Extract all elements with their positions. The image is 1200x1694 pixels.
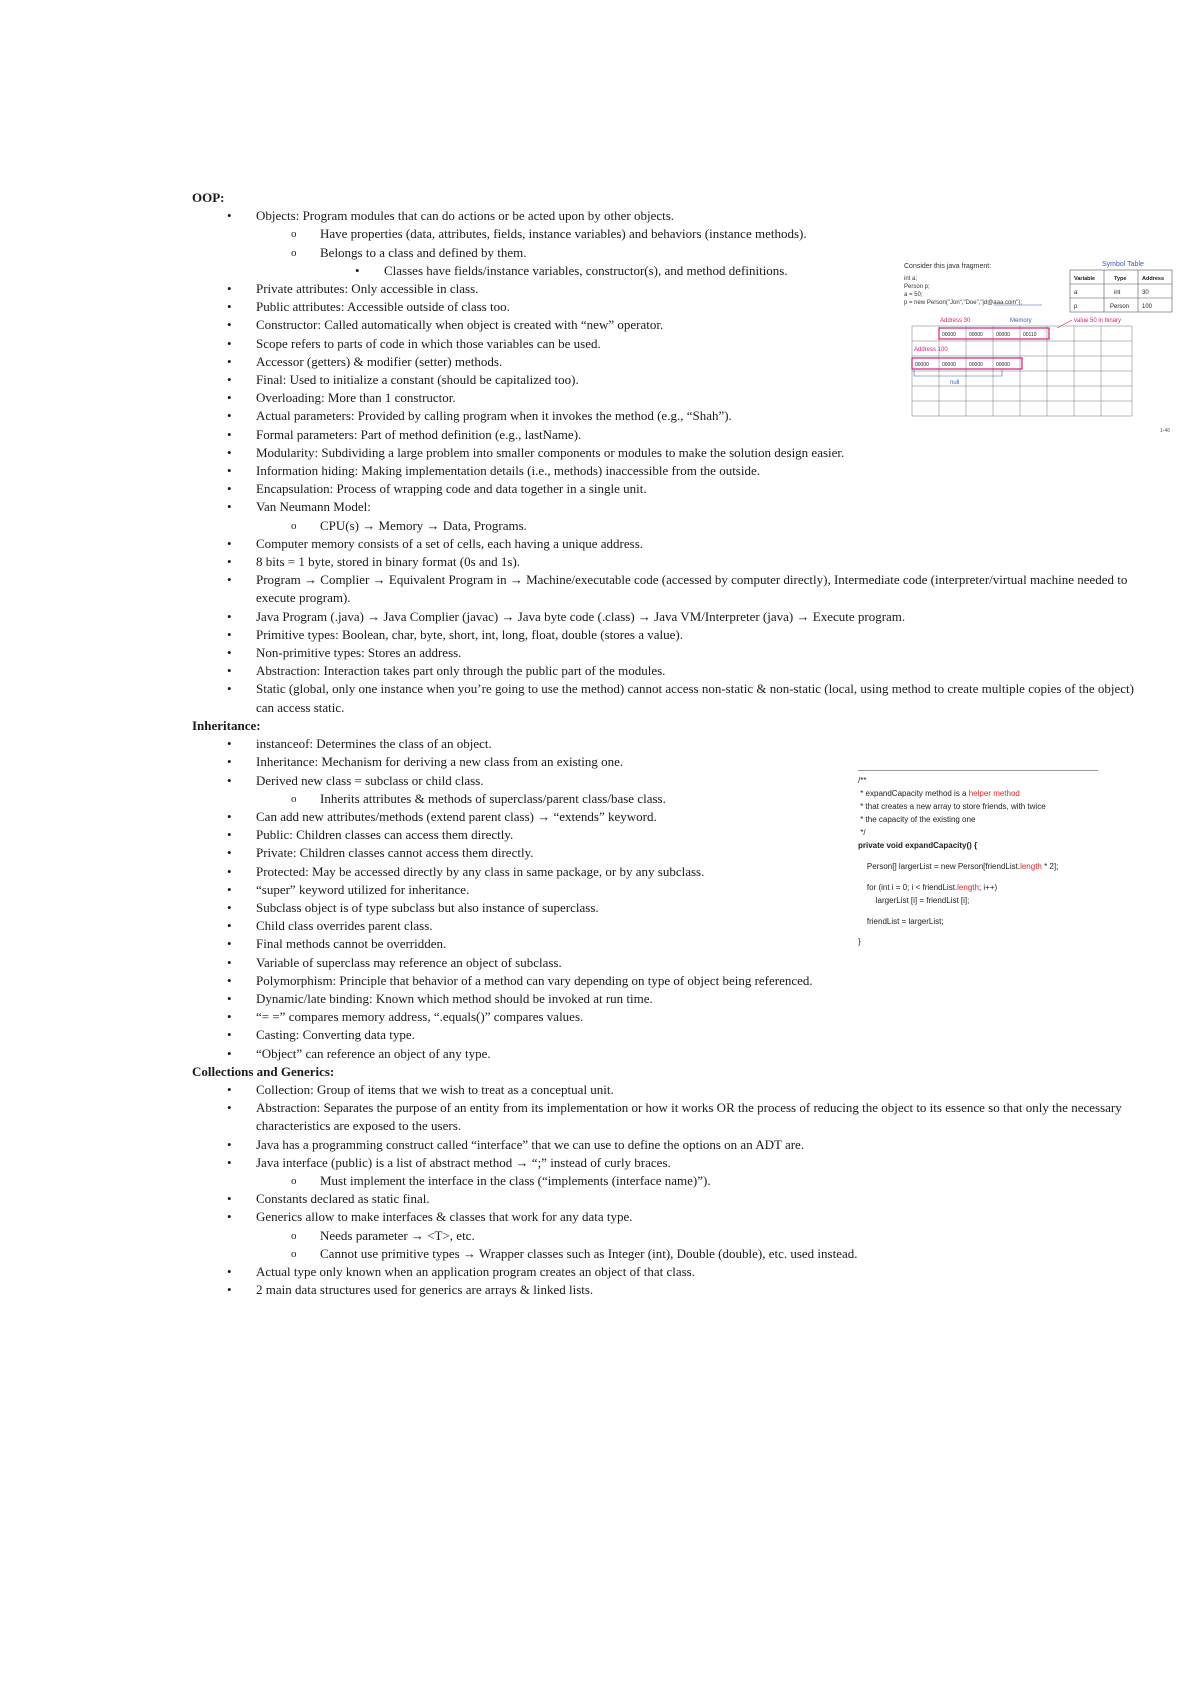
list-item xyxy=(192,608,1152,626)
list-item xyxy=(192,1208,1152,1226)
list-item-text: Java has a programming construct called “interface” that we can use to define the options on an ADT are. xyxy=(256,1136,805,1152)
list-item-text: 8 bits = 1 byte, stored in binary format (0s and 1s). xyxy=(256,554,521,570)
address-30-label: Address 30 xyxy=(940,318,971,324)
list-item xyxy=(192,644,1152,662)
code-text: } xyxy=(858,937,861,946)
list-item-text: Scope refers to parts of code in which those variables can be used. xyxy=(256,335,601,351)
list-item-text: Polymorphism: Principle that behavior of a method can vary depending on type of object being referenced. xyxy=(256,972,813,988)
list-item-text: Abstraction: Separates the purpose of an entity from its implementation or how it works OR the process of reducing the object to its essence so that only the necessary characteristics are exposed to the users. xyxy=(256,1100,1122,1134)
list-item-text: Variable of superclass may reference an object of subclass. xyxy=(256,954,562,970)
memory-cell: 00000 xyxy=(969,362,983,368)
section-heading: Inheritance: xyxy=(192,717,261,733)
bullet-marker: • xyxy=(227,335,232,351)
list-item xyxy=(192,462,1152,480)
list-item xyxy=(192,480,1152,498)
code-highlight: helper method xyxy=(968,789,1020,798)
bullet-marker: • xyxy=(227,1209,232,1225)
code-line xyxy=(858,789,1020,798)
code-line xyxy=(858,776,866,785)
symbol-table-title: Symbol Table xyxy=(1102,261,1144,268)
bullet-marker: • xyxy=(227,299,232,315)
bullet-marker: • xyxy=(227,481,232,497)
code-line xyxy=(858,828,866,837)
list-item-text: Constructor: Called automatically when object is created with “new” operator. xyxy=(256,317,664,333)
code-text: * expandCapacity method is a xyxy=(858,789,969,798)
list-item-text: Final methods cannot be overridden. xyxy=(256,936,447,952)
bullet-marker: o xyxy=(291,228,297,241)
code-text: private void expandCapacity() { xyxy=(858,841,978,850)
memory-cell: 00110 xyxy=(1023,332,1037,338)
list-item-text: Have properties (data, attributes, fields, instance variables) and behaviors (instance methods). xyxy=(320,226,807,242)
list-item-text: Subclass object is of type subclass but also instance of superclass. xyxy=(256,899,599,915)
list-item-text: Java Program (.java) → Java Complier (javac) → Java byte code (.class) → Java VM/Interpreter (java) → Execute program. xyxy=(256,608,906,624)
list-item-text: Casting: Converting data type. xyxy=(256,1027,415,1043)
bullet-marker: • xyxy=(227,918,232,934)
bullet-marker: • xyxy=(227,1009,232,1025)
fig-caption: Consider this java fragment: xyxy=(904,263,992,270)
list-item xyxy=(192,990,1152,1008)
symbol-table-cell: Person xyxy=(1110,304,1130,310)
bullet-marker: • xyxy=(227,954,232,970)
address-100-label: Address 100 xyxy=(914,347,948,353)
bullet-marker: • xyxy=(227,626,232,642)
list-item xyxy=(192,662,1152,680)
null-label: null xyxy=(950,380,960,386)
list-item-text: Java interface (public) is a list of abstract method → “;” instead of curly braces. xyxy=(256,1154,671,1170)
list-item xyxy=(192,753,1152,771)
bullet-marker: o xyxy=(291,1229,297,1242)
list-item xyxy=(192,1154,1152,1172)
fig-code-line: int a; xyxy=(904,276,918,282)
bullet-marker: • xyxy=(227,353,232,369)
bullet-marker: • xyxy=(227,1045,232,1061)
bullet-marker: • xyxy=(355,262,360,278)
code-line xyxy=(858,802,1046,811)
code-highlight: length xyxy=(1020,862,1042,871)
symbol-table-cell: 100 xyxy=(1142,304,1153,310)
bullet-marker: • xyxy=(227,827,232,843)
bullet-marker: • xyxy=(227,1282,232,1298)
memory-diagram-figure xyxy=(902,258,1174,434)
bullet-marker: • xyxy=(227,572,232,588)
side-label: 1-46 xyxy=(1160,428,1171,434)
bullet-marker: • xyxy=(227,681,232,697)
code-line xyxy=(858,896,969,905)
memory-cell: 00000 xyxy=(915,362,929,368)
code-line xyxy=(858,841,977,850)
bullet-marker: • xyxy=(227,499,232,515)
list-item xyxy=(192,553,1152,571)
list-item xyxy=(192,1281,1152,1299)
code-text: ; i++) xyxy=(978,883,998,892)
list-item-text: Final: Used to initialize a constant (should be capitalized too). xyxy=(256,372,579,388)
list-item-text: Primitive types: Boolean, char, byte, short, int, long, float, double (stores a value). xyxy=(256,626,683,642)
list-item xyxy=(192,1172,1152,1190)
list-item-text: Abstraction: Interaction takes part only through the public part of the modules. xyxy=(256,663,666,679)
list-item-text: Objects: Program modules that can do actions or be acted upon by other objects. xyxy=(256,208,675,224)
list-item-text: Public: Children classes can access them directly. xyxy=(256,827,514,843)
section-heading: Collections and Generics: xyxy=(192,1063,335,1079)
code-text: Person[] largerList = new Person[friendList. xyxy=(858,862,1021,871)
bullet-marker: • xyxy=(227,972,232,988)
list-item-text: Modularity: Subdividing a large problem into smaller components or modules to make the solution design easier. xyxy=(256,444,845,460)
list-item-text: CPU(s) → Memory → Data, Programs. xyxy=(320,517,527,533)
symbol-table-cell: p xyxy=(1074,304,1078,310)
list-item xyxy=(192,1045,1152,1063)
list-item xyxy=(192,972,1152,990)
bullet-marker: • xyxy=(227,608,232,624)
list-item-text: Inheritance: Mechanism for deriving a new class from an existing one. xyxy=(256,754,624,770)
code-text: for (int i = 0; i < friendList. xyxy=(858,883,958,892)
bullet-marker: • xyxy=(227,936,232,952)
memory-cell: 00000 xyxy=(942,362,956,368)
list-item-text: “= =” compares memory address, “.equals()” compares values. xyxy=(256,1009,584,1025)
list-item-text: Derived new class = subclass or child class. xyxy=(256,772,484,788)
list-item-text: “Object” can reference an object of any type. xyxy=(256,1045,491,1061)
list-item-text: Formal parameters: Part of method definition (e.g., lastName). xyxy=(256,426,582,442)
bullet-marker: • xyxy=(227,1081,232,1097)
code-text: * that creates a new array to store friends, with twice xyxy=(858,802,1046,811)
list-item xyxy=(192,1190,1152,1208)
list-item-text: Actual parameters: Provided by calling program when it invokes the method (e.g., “Shah”). xyxy=(256,408,732,424)
list-item-text: Cannot use primitive types → Wrapper classes such as Integer (int), Double (double), etc. used instead. xyxy=(320,1245,858,1261)
list-item-text: Can add new attributes/methods (extend parent class) → “extends” keyword. xyxy=(256,808,657,824)
code-line xyxy=(858,815,975,824)
list-item xyxy=(192,571,1152,607)
list-item-text: Belongs to a class and defined by them. xyxy=(320,244,527,260)
symbol-table-header: Type xyxy=(1114,276,1127,282)
bullet-marker: • xyxy=(227,208,232,224)
bullet-marker: • xyxy=(227,990,232,1006)
memory-cell: 00000 xyxy=(969,332,983,338)
list-item xyxy=(192,1136,1152,1154)
bullet-marker: • xyxy=(227,317,232,333)
list-item xyxy=(192,444,1152,462)
list-item-text: Dynamic/late binding: Known which method should be invoked at run time. xyxy=(256,990,653,1006)
memory-cell: 00000 xyxy=(996,362,1010,368)
bullet-marker: o xyxy=(291,246,297,259)
list-item xyxy=(192,498,1152,516)
code-text: * 2]; xyxy=(1041,862,1059,871)
list-item xyxy=(192,1026,1152,1044)
bullet-marker: o xyxy=(291,1247,297,1260)
list-item-text: Computer memory consists of a set of cells, each having a unique address. xyxy=(256,535,644,551)
code-snippet-figure xyxy=(858,770,1098,960)
bullet-marker: • xyxy=(227,426,232,442)
bullet-marker: • xyxy=(227,444,232,460)
list-item-text: Inherits attributes & methods of superclass/parent class/base class. xyxy=(320,790,666,806)
list-item xyxy=(192,225,1152,243)
list-item-text: Protected: May be accessed directly by any class in same package, or by any subclass. xyxy=(256,863,705,879)
list-item-text: Collection: Group of items that we wish to treat as a conceptual unit. xyxy=(256,1081,614,1097)
code-text: largerList [i] = friendList [i]; xyxy=(858,896,970,905)
fig-code-line: p = new Person("Jon","Doe","jd@aaa.com"); xyxy=(904,300,1023,306)
bullet-marker: o xyxy=(291,792,297,805)
list-item-text: Information hiding: Making implementation details (i.e., methods) inaccessible from the outside. xyxy=(256,463,760,479)
bullet-marker: • xyxy=(227,1191,232,1207)
bullet-marker: • xyxy=(227,845,232,861)
list-item-text: Private: Children classes cannot access them directly. xyxy=(256,845,534,861)
bullet-marker: • xyxy=(227,736,232,752)
bullet-marker: • xyxy=(227,754,232,770)
list-item-text: 2 main data structures used for generics are arrays & linked lists. xyxy=(256,1282,594,1298)
list-item xyxy=(192,207,1152,225)
list-item xyxy=(192,517,1152,535)
list-item-text: Van Neumann Model: xyxy=(256,499,371,515)
bullet-marker: • xyxy=(227,535,232,551)
value-label: value 50 in binary xyxy=(1074,318,1122,324)
list-item xyxy=(192,1008,1152,1026)
bullet-marker: • xyxy=(227,1100,232,1116)
list-item xyxy=(192,1245,1152,1263)
bullet-marker: • xyxy=(227,1027,232,1043)
list-item xyxy=(192,1099,1152,1135)
memory-cell: 00000 xyxy=(996,332,1010,338)
code-text: */ xyxy=(858,828,866,837)
symbol-table-header: Address xyxy=(1142,276,1165,282)
list-item xyxy=(192,1263,1152,1281)
list-item xyxy=(192,680,1152,716)
list-item-text: Program → Complier → Equivalent Program in → Machine/executable code (accessed by computer directly), Intermediate code (interpreter/virtual machine needed to execute program). xyxy=(256,572,1128,606)
list-item xyxy=(192,626,1152,644)
list-item-text: Generics allow to make interfaces & classes that work for any data type. xyxy=(256,1209,633,1225)
bullet-marker: • xyxy=(227,390,232,406)
symbol-table-cell: a xyxy=(1074,290,1078,296)
list-item-text: Public attributes: Accessible outside of class too. xyxy=(256,299,510,315)
list-item-text: “super” keyword utilized for inheritance. xyxy=(256,881,470,897)
bullet-marker: o xyxy=(291,1174,297,1187)
code-text: * the capacity of the existing one xyxy=(858,815,976,824)
list-item-text: Classes have fields/instance variables, constructor(s), and method definitions. xyxy=(384,262,788,278)
symbol-table-cell: int xyxy=(1114,290,1121,296)
list-item-text: Overloading: More than 1 constructor. xyxy=(256,390,456,406)
section-heading: OOP: xyxy=(192,190,225,205)
bullet-marker: o xyxy=(291,519,297,532)
code-line xyxy=(858,862,1058,871)
list-item-text: Must implement the interface in the class (“implements (interface name)”). xyxy=(320,1172,711,1188)
bullet-marker: • xyxy=(227,372,232,388)
memory-label: Memory xyxy=(1010,318,1032,324)
bullet-marker: • xyxy=(227,863,232,879)
list-item xyxy=(192,735,1152,753)
code-line xyxy=(858,937,861,946)
list-item-text: Actual type only known when an application program creates an object of that class. xyxy=(256,1263,695,1279)
bullet-marker: • xyxy=(227,645,232,661)
list-item-text: Static (global, only one instance when you’re going to use the method) cannot access non-static & non-static (local, using method to create multiple copies of the object) can access static. xyxy=(256,681,1134,715)
list-item-text: Non-primitive types: Stores an address. xyxy=(256,645,462,661)
code-line xyxy=(858,917,944,926)
fig-code-line: a = 50; xyxy=(904,292,923,298)
list-item-text: Accessor (getters) & modifier (setter) methods. xyxy=(256,353,503,369)
bullet-marker: • xyxy=(227,1263,232,1279)
code-line xyxy=(858,883,997,892)
bullet-marker: • xyxy=(227,1154,232,1170)
list-item-text: instanceof: Determines the class of an object. xyxy=(256,736,492,752)
list-item-text: Constants declared as static final. xyxy=(256,1191,430,1207)
bullet-marker: • xyxy=(227,408,232,424)
bullet-marker: • xyxy=(227,1136,232,1152)
fig-code-line: Person p; xyxy=(904,284,930,290)
bullet-marker: • xyxy=(227,663,232,679)
bullet-marker: • xyxy=(227,463,232,479)
bullet-marker: • xyxy=(227,281,232,297)
bullet-marker: • xyxy=(227,899,232,915)
bullet-marker: • xyxy=(227,881,232,897)
memory-cell: 00000 xyxy=(942,332,956,338)
bullet-marker: • xyxy=(227,772,232,788)
list-item xyxy=(192,1081,1152,1099)
list-item-text: Encapsulation: Process of wrapping code and data together in a single unit. xyxy=(256,481,647,497)
code-text: friendList = largerList; xyxy=(858,917,944,926)
list-item-text: Child class overrides parent class. xyxy=(256,918,433,934)
list-item-text: Needs parameter → <T>, etc. xyxy=(320,1227,475,1243)
code-divider xyxy=(858,770,1098,771)
list-item xyxy=(192,1227,1152,1245)
symbol-table-cell: 30 xyxy=(1142,290,1149,296)
list-item xyxy=(192,535,1152,553)
symbol-table-header: Variable xyxy=(1074,276,1096,282)
code-text: /** xyxy=(858,776,867,785)
list-item-text: Private attributes: Only accessible in class. xyxy=(256,281,479,297)
code-highlight: length xyxy=(957,883,979,892)
bullet-marker: • xyxy=(227,554,232,570)
bullet-marker: • xyxy=(227,808,232,824)
